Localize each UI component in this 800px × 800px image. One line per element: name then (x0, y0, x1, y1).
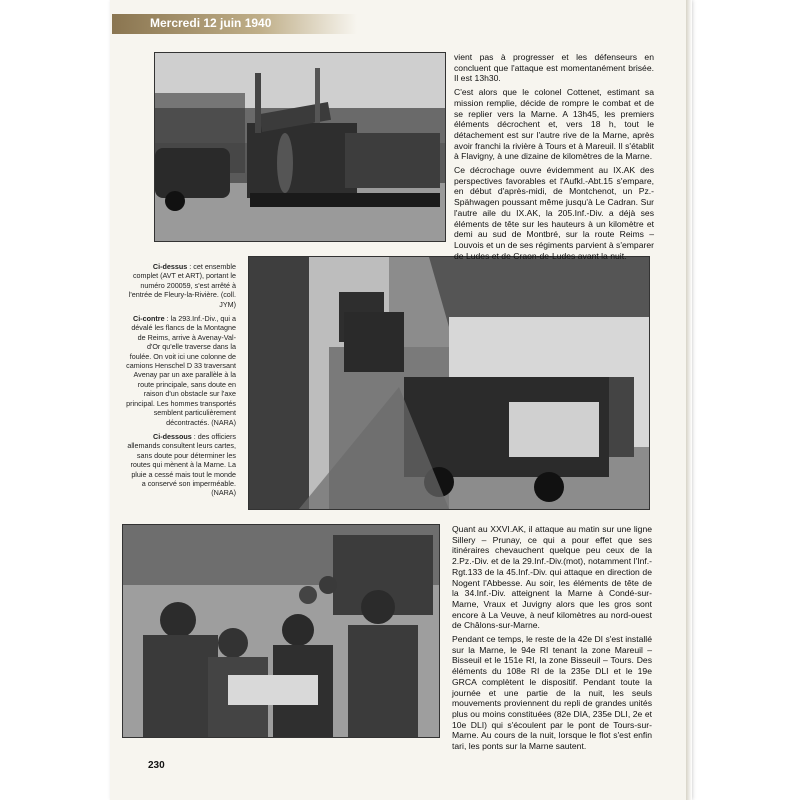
photo-truck-column (248, 256, 650, 510)
caption-above (126, 262, 236, 309)
caption-above-lead: Ci-dessus (152, 262, 188, 271)
page-number: 230 (148, 760, 165, 771)
captions-column (126, 262, 236, 503)
caption-opposite (126, 314, 236, 427)
body-text-upper (454, 52, 654, 264)
body-paragraph: Quant au XXVI.AK, il attaque au matin sur une ligne Sillery – Prunay, ce qui a pour effet que ses itinéraires chevauchent quelque peu ceux de la 2.Pz.-Div. et de la 29.Inf.-Div.(mot), notamment l'Inf.-Rgt.133 de la 45.Inf.-Div. qui attaque en direction de Nogent l'Abbesse. Au soir, les éléments de tête de la 34.Inf.-Div. atteignent la Marne à Condé-sur-Marne, Vraux et Juvigny alors que les gros sont encore à La Veuve, à neuf kilomètres au nord-ouest de Châlons-sur-Marne. (452, 524, 652, 631)
page-header-title: Mercredi 12 juin 1940 (150, 16, 272, 30)
caption-opposite-lead: Ci-contre (133, 314, 165, 324)
body-paragraph: C'est alors que le colonel Cottenet, estimant sa mission remplie, décide de rompre le combat et de se replier vers la Marne. A 13h45, les premiers éléments décrochent et, vers 18 h, tout le détachement est sur l'autre rive de la Marne, après avoir franchi la rivière à Tours et à Mareuil. Il s'établit à Flavigny, à une dizaine de kilomètres de la Marne. (454, 87, 654, 162)
caption-below-lead: Ci-dessous (153, 431, 192, 441)
photo-officers-maps (122, 524, 440, 738)
photo-artillery-convoy (154, 52, 446, 242)
caption-opposite-text: : la 293.Inf.-Div., qui a dévalé les flancs de la Montagne de Reims, arrive à Avenay-Val-d'Or qu'elle traverse dans la foulée. On voit ici une colonne de camions Henschel D 33 traversant Avenay par un axe parallèle à la route principale, sans doute en raison d'un obstacle sur l'axe principal. Les hommes transportés semblent particulièrement décontractés. (NARA) (126, 314, 236, 427)
body-paragraph: vient pas à progresser et les défenseurs en concluent que l'attaque est momentanément brisée. Il est 13h30. (454, 52, 654, 84)
page-spine (686, 0, 692, 800)
caption-above-text: : cet ensemble complet (AVT et ART), portant le numéro 200059, s'est arrêté à l'entrée de Fleury-la-Rivière. (coll. JYM) (128, 262, 236, 309)
body-text-lower (452, 524, 652, 755)
body-paragraph: Ce décrochage ouvre évidemment au IX.AK des perspectives favorables et l'Aufkl.-Abt.15 s'empare, en début d'après-midi, de Montchenot, un Pz.-Spähwagen poussant même jusqu'à Le Cadran. Sur l'autre aile du IX.AK, la 205.Inf.-Div. a déjà ses éléments de tête sur les hauteurs à un kilomètre et demi au sud de Montbré, sur la route Reims – Louvois et un de ses régiments parvient à s'emparer de Ludes et de Craon-de-Ludes avant la nuit. (454, 165, 654, 261)
caption-below-text: : des officiers allemands consultent leurs cartes, sans doute pour déterminer les routes qui mènent à la Marne. La pluie a cessé mais tout le monde a conservé son imperméable. (NARA) (127, 431, 236, 498)
body-paragraph: Pendant ce temps, le reste de la 42e DI s'est installé sur la Marne, le 94e RI tenant la zone Mareuil – Bisseuil et le 151e RI, la zone Bisseuil – Tours. Des éléments du 108e RI de la 235e DLI et le 19e GRCA complètent le dispositif. Pendant toute la journée et une partie de la nuit, les seuls mouvements proviennent du repli de grandes unités plus ou moins constituées (82e DIA, 235e DLI, 2e et 10e DLI) qui s'écoulent par le pont de Tours-sur-Marne. Au cours de la nuit, lorsque le flot s'est enfin tari, les ponts sur la Marne sautent. (452, 634, 652, 752)
caption-below (126, 432, 236, 498)
